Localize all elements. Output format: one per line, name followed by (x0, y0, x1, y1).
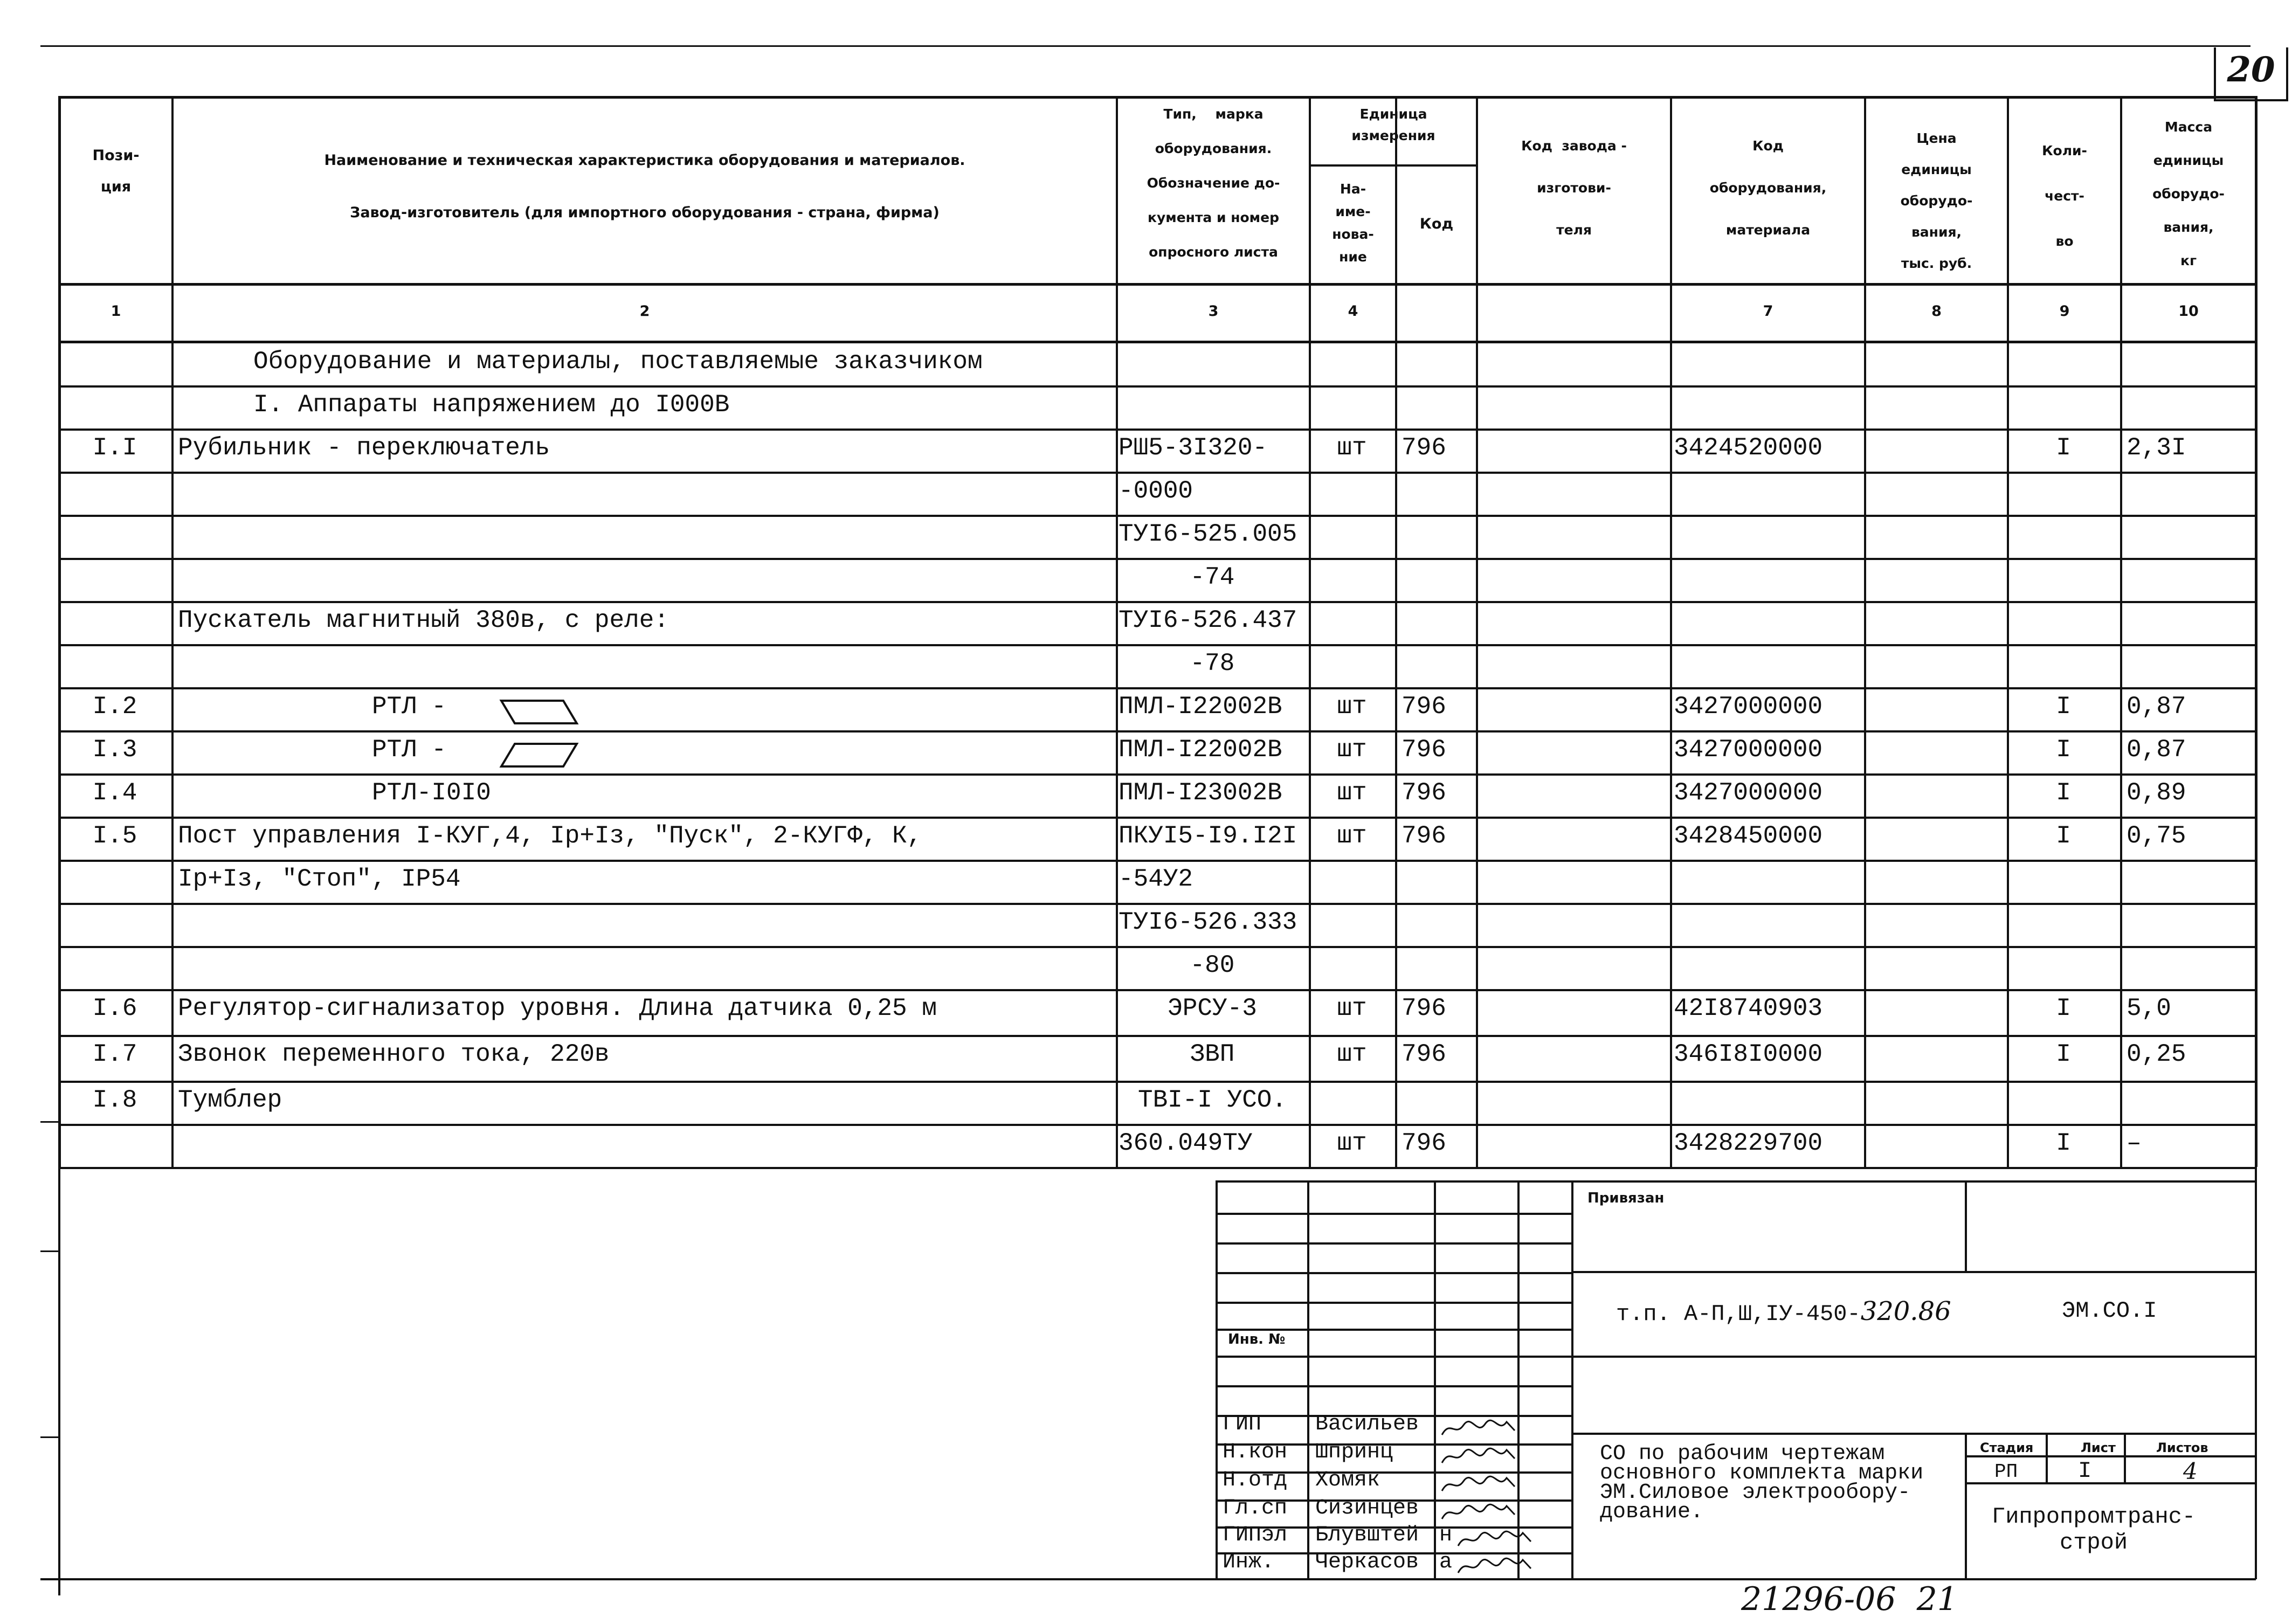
document-code-handwritten: 320.86 (1860, 1296, 1951, 1326)
cell-unit-code: 796 (1402, 693, 1446, 721)
rule (58, 1124, 2257, 1126)
rule (58, 860, 2257, 862)
signer-name-suffix: а (1439, 1550, 1453, 1574)
signer-role: ГИПэл (1223, 1523, 1288, 1547)
cell-type: -74 (1190, 563, 1235, 591)
header-manufacturer-code: Код завода - изготови- теля (1521, 138, 1627, 238)
cell-type: ТВI-I УСО. (1137, 1086, 1287, 1114)
cell-unit-code: 796 (1402, 434, 1446, 462)
cell-equipment-code: 3427000000 (1674, 693, 1823, 721)
cell-name: Регулятор-сигнализатор уровня. Длина датчика 0,25 м (178, 994, 937, 1022)
rule (1216, 1180, 1218, 1579)
document-mark: ЭМ.СО.I (2062, 1298, 2157, 1324)
cell-type: ПМЛ-I23002В (1119, 779, 1282, 807)
cell-position: I.6 (92, 994, 137, 1022)
cell-position: I.2 (92, 693, 137, 721)
cell-quantity: I (2056, 434, 2071, 462)
cell-name: Тумблер (178, 1086, 282, 1114)
col-number-3: 3 (1208, 303, 1219, 320)
rule (1216, 1242, 1571, 1245)
signer-name: Васильев (1315, 1412, 1419, 1436)
rule (58, 687, 2257, 689)
cell-type: -80 (1190, 951, 1235, 979)
stage-value: РП (1994, 1461, 2018, 1483)
inventory-label: Инв. № (1228, 1331, 1286, 1347)
cell-mass: 0,87 (2127, 693, 2186, 721)
sheet-value: I (2078, 1458, 2092, 1484)
cell-type: ПКУI5-I9.I2I (1119, 822, 1297, 850)
rule (58, 472, 2257, 474)
cell-position: I.3 (92, 736, 137, 764)
cell-unit-name: шт (1337, 1040, 1367, 1068)
sheets-label: Листов (2156, 1440, 2208, 1455)
cell-unit-code: 796 (1402, 994, 1446, 1022)
signer-name: Черкасов (1315, 1550, 1419, 1574)
cell-equipment-code: 3427000000 (1674, 779, 1823, 807)
header-position: Пози- ция (92, 147, 140, 195)
cell-mass: 5,0 (2127, 994, 2171, 1022)
cell-type: ТУI6-526.333 (1119, 908, 1297, 936)
rule (171, 96, 174, 1167)
cell-quantity: I (2056, 779, 2071, 807)
header-name: Наименование и техническая характеристика оборудования и материалов. (324, 152, 965, 169)
cell-position: I.4 (92, 779, 137, 807)
signer-role: Н.отд (1223, 1468, 1288, 1492)
cell-equipment-code: 42I8740903 (1674, 994, 1823, 1022)
cell-type: -0000 (1119, 477, 1193, 505)
rule (1571, 1271, 2256, 1273)
signature-icon (1455, 1525, 1536, 1552)
cell-equipment-code: 3424520000 (1674, 434, 1823, 462)
cell-type: 360.049ТУ (1119, 1129, 1253, 1157)
rule (1571, 1356, 2256, 1358)
rule (1571, 1180, 1573, 1579)
header-type: Тип, марка оборудования. Обозначение до- кумента и номер опросного листа (1147, 106, 1280, 260)
cell-equipment-code: 3428450000 (1674, 822, 1823, 850)
rule (58, 558, 2257, 560)
cell-unit-name: шт (1337, 1129, 1367, 1157)
header-mass: Масса единицы оборудо- вания, кг (2152, 119, 2225, 268)
footer-stamp: 21296-06 21 (1741, 1580, 1958, 1618)
col-number-10: 10 (2178, 303, 2199, 320)
signature-icon (1439, 1470, 1520, 1497)
cell-position: I.8 (92, 1086, 137, 1114)
cell-unit-code: 796 (1402, 779, 1446, 807)
rule (58, 989, 2257, 991)
sheet-number: 20 (2227, 50, 2275, 90)
rule (58, 341, 2257, 343)
document-description: СО по рабочим чертежам основного комплекта марки ЭМ.Силовое электрообору- дование. (1600, 1442, 1924, 1524)
cell-quantity: I (2056, 1040, 2071, 1068)
cell-type: ЗВП (1190, 1040, 1235, 1068)
col-number-1: 1 (111, 303, 121, 320)
rule (1307, 1180, 1309, 1579)
col-number-2: 2 (639, 303, 650, 320)
cell-name: Звонок переменного тока, 220в (178, 1040, 610, 1068)
rule (58, 644, 2257, 646)
cell-mass: 2,3I (2127, 434, 2186, 462)
cell-position: I.5 (92, 822, 137, 850)
rule (58, 385, 2257, 388)
rule (1216, 1213, 1571, 1215)
cell-mass: – (2127, 1129, 2142, 1157)
cell-quantity: I (2056, 994, 2071, 1022)
rule (1670, 96, 1672, 1167)
rule (58, 515, 2257, 517)
cell-name: Пост управления I-КУГ,4, Iр+Iз, "Пуск", 2-КУГФ, К, (178, 822, 922, 850)
organization-name: Гипропромтранс- строй (1992, 1504, 2196, 1556)
frame-right (2255, 1159, 2257, 1579)
signer-role: Н.кон (1223, 1440, 1288, 1464)
cell-mass: 0,75 (2127, 822, 2186, 850)
cell-name: I. Аппараты напряжением до I000В (253, 391, 730, 419)
rule (1216, 1356, 1571, 1358)
rule (1216, 1329, 1571, 1331)
rule (1434, 1180, 1436, 1579)
col-number-7: 7 (1763, 303, 1773, 320)
signer-role: Гл.сп (1223, 1496, 1288, 1521)
cell-quantity: I (2056, 736, 2071, 764)
cell-name: Оборудование и материалы, поставляемые заказчиком (253, 348, 983, 376)
rule (58, 773, 2257, 776)
cell-unit-name: шт (1337, 822, 1367, 850)
rule (58, 817, 2257, 819)
cell-position: I.I (92, 434, 137, 462)
rule (1216, 1385, 1571, 1387)
header-unit-name: На- име- нова- ние (1332, 181, 1374, 265)
header-price: Цена единицы оборудо- вания, тыс. руб. (1900, 130, 1973, 271)
relay-symbol-icon (496, 740, 582, 772)
col-number-4: 4 (1348, 303, 1358, 320)
cell-name: РТЛ - (372, 736, 447, 764)
header-unit-code: Код (1419, 216, 1454, 232)
cell-name: РТЛ-I0I0 (372, 779, 491, 807)
rule (58, 1167, 2257, 1169)
cell-type: ПМЛ-I22002В (1119, 736, 1282, 764)
rule (58, 730, 2257, 732)
relay-symbol-icon (496, 696, 582, 729)
cell-mass: 0,25 (2127, 1040, 2186, 1068)
cell-type: -78 (1190, 649, 1235, 678)
rule (58, 429, 2257, 431)
signature-icon (1439, 1498, 1520, 1525)
header-quantity: Коли- чест- во (2042, 143, 2087, 249)
stage-label: Стадия (1980, 1440, 2034, 1455)
signature-icon (1455, 1552, 1536, 1579)
cell-unit-name: шт (1337, 994, 1367, 1022)
signer-name: Блувштей (1315, 1523, 1419, 1547)
sheet-label: Лист (2081, 1440, 2116, 1455)
rule (58, 1035, 2257, 1037)
signature-icon (1439, 1442, 1520, 1469)
cell-position: I.7 (92, 1040, 137, 1068)
cell-name: Iр+Iз, "Стоп", IP54 (178, 865, 461, 893)
signer-role: ГИП (1223, 1412, 1262, 1436)
frame-left (58, 1159, 60, 1595)
cell-equipment-code: 3428229700 (1674, 1129, 1823, 1157)
cell-quantity: I (2056, 693, 2071, 721)
cell-quantity: I (2056, 822, 2071, 850)
cell-equipment-code: 3427000000 (1674, 736, 1823, 764)
margin-tick (40, 1250, 59, 1252)
rule (58, 946, 2257, 948)
document-code: т.п. А-П,Ш,IУ-450-320.86 (1616, 1296, 1951, 1327)
cell-type: ТУI6-525.005 (1119, 520, 1297, 548)
rule (58, 601, 2257, 603)
rule (1309, 164, 1478, 167)
cell-quantity: I (2056, 1129, 2071, 1157)
rule (1571, 1433, 2256, 1435)
rule (1965, 1180, 1967, 1272)
col-number-9: 9 (2059, 303, 2070, 320)
cell-unit-name: шт (1337, 736, 1367, 764)
privyazan-label: Привязан (1587, 1190, 1665, 1206)
rule (58, 1081, 2257, 1083)
sheets-value: 4 (2183, 1458, 2198, 1484)
signature-icon (1439, 1414, 1520, 1441)
header-unit-group: Единица измерения (1351, 106, 1435, 143)
cell-unit-name: шт (1337, 693, 1367, 721)
margin-tick (40, 1436, 59, 1438)
col-number-8: 8 (1931, 303, 1942, 320)
cell-name: РТЛ - (372, 693, 447, 721)
cell-type: ПМЛ-I22002В (1119, 693, 1282, 721)
cell-type: -54У2 (1119, 865, 1193, 893)
signer-name: Шпринц (1315, 1440, 1393, 1464)
cell-unit-code: 796 (1402, 736, 1446, 764)
cell-unit-name: шт (1337, 779, 1367, 807)
rule (2124, 1433, 2126, 1482)
header-equipment-code: Код оборудования, материала (1709, 138, 1827, 238)
header-manufacturer: Завод-изготовитель (для импортного оборудования - страна, фирма) (350, 204, 940, 221)
rule (2046, 1433, 2048, 1482)
cell-type: ЭРСУ-3 (1168, 994, 1257, 1022)
signer-role: Инж. (1223, 1550, 1275, 1574)
rule (1216, 1180, 2256, 1183)
top-border (40, 45, 2250, 47)
cell-type: ТУI6-526.437 (1119, 606, 1297, 634)
rule (1216, 1302, 1571, 1304)
rule (58, 283, 2257, 286)
rule (1216, 1272, 1571, 1274)
rule (1965, 1433, 1967, 1579)
cell-name: Пускатель магнитный 380в, с реле: (178, 606, 669, 634)
signer-name-suffix: н (1439, 1523, 1453, 1547)
cell-mass: 0,89 (2127, 779, 2186, 807)
cell-unit-code: 796 (1402, 822, 1446, 850)
cell-unit-name: шт (1337, 434, 1367, 462)
cell-name: Рубильник - переключатель (178, 434, 550, 462)
signer-name: Хомяк (1315, 1468, 1380, 1492)
rule (1965, 1455, 2256, 1457)
cell-unit-code: 796 (1402, 1040, 1446, 1068)
cell-mass: 0,87 (2127, 736, 2186, 764)
cell-unit-code: 796 (1402, 1129, 1446, 1157)
signer-name: Сизинцев (1315, 1496, 1419, 1521)
margin-tick (40, 1121, 59, 1123)
cell-equipment-code: 346I8I0000 (1674, 1040, 1823, 1068)
cell-type: РШ5-3I320- (1119, 434, 1268, 462)
rule (58, 903, 2257, 905)
